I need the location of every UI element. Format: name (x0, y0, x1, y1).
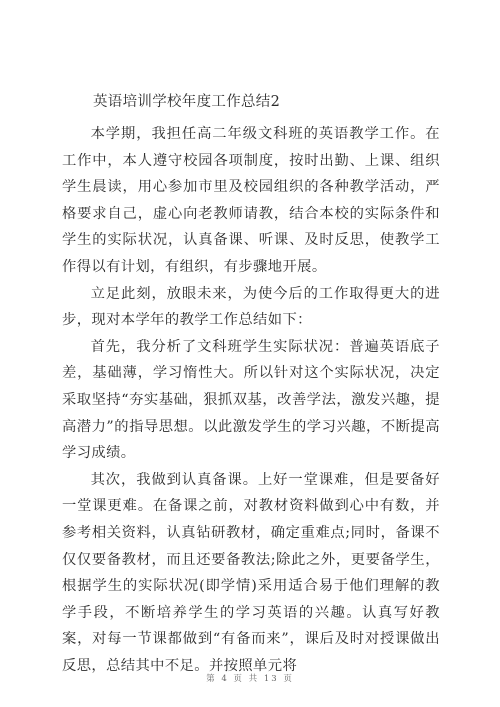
document-body (62, 121, 440, 679)
paragraph-intro: 本学期，我担任高二年级文科班的英语教学工作。在工作中，本人遵守校园各项制度，按时出勤、上课、组织学生晨读，用心参加市里及校园组织的各种教学活动，严格要求自己，虚心向老教师请教，结合本校的实际条件和学生的实际状况，认真备课、听课、及时反思，使教学工作得以有计划，有组织，有步骤地开展。 (62, 126, 440, 275)
page-number-footer: 第 4 页 共 13 页 (206, 674, 294, 684)
document-title: 英语培训学校年度工作总结2 (93, 94, 281, 110)
paragraph-first-point: 首先，我分析了文科班学生实际状况：普遍英语底子差，基础薄，学习惰性大。所以针对这个实际状况，决定采取坚持“夯实基础，狠抓双基，改善学法，激发兴趣，提高潜力”的指导思想。以此激发学生的学习兴趣，不断提高学习成绩。 (62, 338, 440, 462)
paragraph-second-point: 其次，我做到认真备课。上好一堂课难，但是要备好一堂课更难。在备课之前，对教材资料做到心中有数，并参考相关资料，认真钻研教材，确定重难点;同时，备课不仅仅要备教材，而且还要备教法;除此之外，更要备学生，根据学生的实际状况(即学情)采用适合易于他们理解的教学手段，不断培养学生的学习英语的兴趣。认真写好教案，对每一节课都做到“有备而来”，课后及时对授课做出反思，总结其中不足。并按照单元将 (62, 471, 440, 674)
paragraph-summary-lead: 立足此刻，放眼未来，为使今后的工作取得更大的进步，现对本学年的教学工作总结如下： (62, 285, 440, 329)
